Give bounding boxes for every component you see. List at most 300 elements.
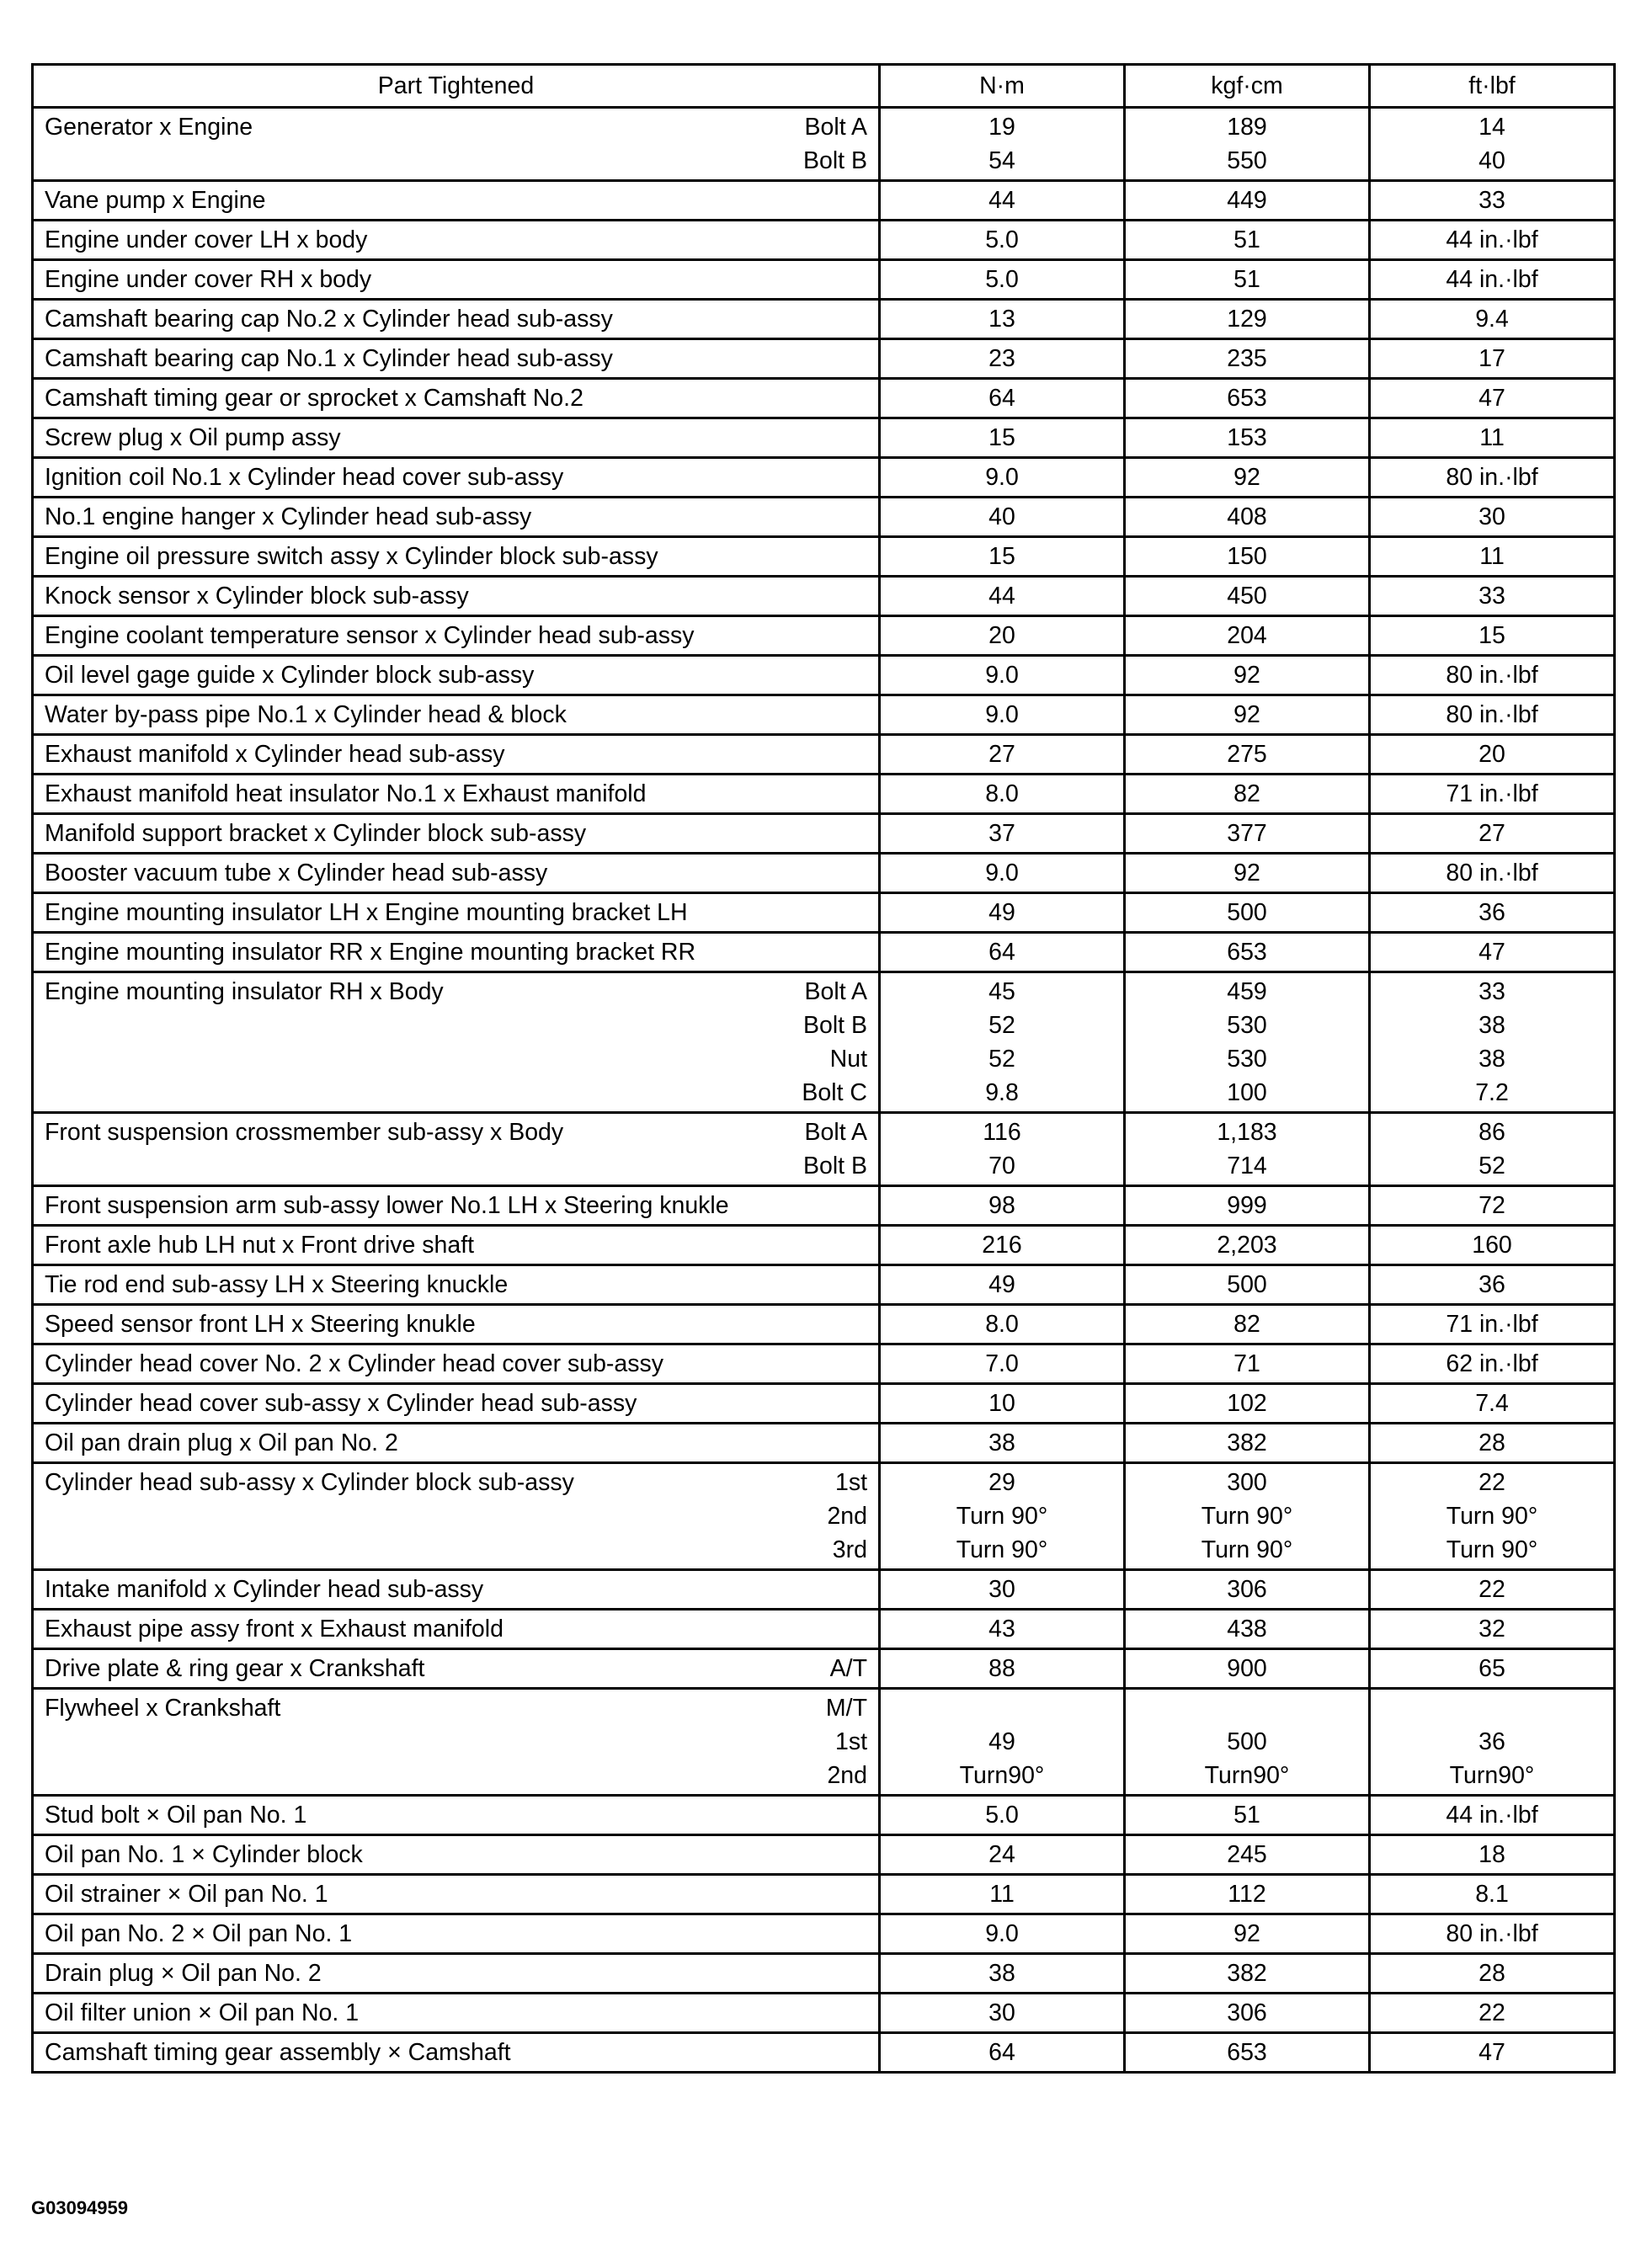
part-name: Drive plate & ring gear x Crankshaft bbox=[45, 1655, 425, 1682]
part-cell-content bbox=[34, 1877, 878, 1911]
kgf-cm-value-cell bbox=[1125, 458, 1370, 498]
ft-lbf-value-cell bbox=[1370, 933, 1615, 972]
table-row bbox=[33, 498, 1615, 537]
part-name: Speed sensor front LH x Steering knukle bbox=[45, 1311, 476, 1338]
nm-value-cell bbox=[880, 735, 1125, 775]
kgf-cm-value: 112 bbox=[1228, 1881, 1266, 1908]
nm-value: 52 bbox=[988, 1012, 1015, 1039]
part-cell bbox=[33, 1186, 880, 1226]
nm-value-cell bbox=[880, 2033, 1125, 2073]
sub-labels bbox=[830, 1652, 878, 1685]
part-cell bbox=[33, 1424, 880, 1463]
kgf-cm-value: 92 bbox=[1233, 701, 1260, 728]
part-cell-content bbox=[34, 1652, 878, 1685]
part-name: Knock sensor x Cylinder block sub-assy bbox=[45, 583, 469, 610]
nm-value: 9.0 bbox=[985, 860, 1019, 886]
header-ft-lbf: ft·lbf bbox=[1370, 65, 1615, 108]
header-kgf-cm: kgf·cm bbox=[1125, 65, 1370, 108]
part-name: Cylinder head sub-assy x Cylinder block sub-assy bbox=[45, 1469, 574, 1496]
part-name: Ignition coil No.1 x Cylinder head cover sub-assy bbox=[45, 464, 564, 491]
header-part-tightened: Part Tightened bbox=[33, 65, 880, 108]
ft-lbf-value: 11 bbox=[1479, 424, 1505, 451]
kgf-cm-value: 1,183 bbox=[1217, 1119, 1277, 1146]
nm-value-cell bbox=[880, 1344, 1125, 1384]
part-cell-content bbox=[34, 856, 878, 890]
part-cell-content bbox=[34, 1268, 878, 1302]
kgf-cm-value-cell bbox=[1125, 108, 1370, 181]
part-cell bbox=[33, 1384, 880, 1424]
kgf-cm-value: 102 bbox=[1227, 1390, 1267, 1417]
nm-value: 24 bbox=[988, 1841, 1015, 1868]
table-row bbox=[33, 775, 1615, 814]
part-cell bbox=[33, 221, 880, 260]
part-cell-content bbox=[34, 1612, 878, 1646]
part-cell-content bbox=[34, 381, 878, 415]
kgf-cm-value: 382 bbox=[1227, 1960, 1267, 1987]
kgf-cm-value-cell bbox=[1125, 339, 1370, 379]
part-cell bbox=[33, 418, 880, 458]
kgf-cm-value: 235 bbox=[1227, 345, 1267, 372]
kgf-cm-value-cell bbox=[1125, 221, 1370, 260]
nm-value-cell bbox=[880, 1875, 1125, 1914]
table-row bbox=[33, 1570, 1615, 1610]
nm-value-cell bbox=[880, 1994, 1125, 2033]
kgf-cm-value: 500 bbox=[1227, 1271, 1267, 1298]
ft-lbf-value: 14 bbox=[1478, 114, 1505, 141]
ft-lbf-value: 160 bbox=[1472, 1232, 1512, 1259]
kgf-cm-value-cell bbox=[1125, 1424, 1370, 1463]
kgf-cm-value: Turn 90° bbox=[1201, 1536, 1293, 1563]
ft-lbf-value-cell bbox=[1370, 2033, 1615, 2073]
part-name: Engine coolant temperature sensor x Cylinder head sub-assy bbox=[45, 622, 695, 649]
ft-lbf-value: 28 bbox=[1478, 1429, 1505, 1456]
ft-lbf-value: 20 bbox=[1478, 741, 1505, 768]
part-cell bbox=[33, 2033, 880, 2073]
part-name: Exhaust manifold x Cylinder head sub-assy bbox=[45, 741, 505, 768]
nm-value: 30 bbox=[988, 1576, 1015, 1603]
kgf-cm-value-cell bbox=[1125, 1835, 1370, 1875]
sub-labels bbox=[803, 110, 878, 178]
ft-lbf-value-cell bbox=[1370, 656, 1615, 695]
part-name: Generator x Engine bbox=[45, 114, 253, 141]
ft-lbf-value: 33 bbox=[1478, 583, 1505, 610]
ft-lbf-value: 86 bbox=[1478, 1119, 1505, 1146]
kgf-cm-value-cell bbox=[1125, 1689, 1370, 1796]
sub-label: 3rd bbox=[832, 1536, 867, 1563]
part-name: Front suspension crossmember sub-assy x Body bbox=[45, 1119, 564, 1146]
ft-lbf-value-cell bbox=[1370, 1265, 1615, 1305]
sub-labels bbox=[827, 1466, 878, 1567]
kgf-cm-value-cell bbox=[1125, 1344, 1370, 1384]
kgf-cm-value-cell bbox=[1125, 1570, 1370, 1610]
nm-value: 30 bbox=[988, 1999, 1015, 2026]
part-cell bbox=[33, 498, 880, 537]
ft-lbf-value: 80 in.·lbf bbox=[1446, 464, 1538, 491]
kgf-cm-value-cell bbox=[1125, 814, 1370, 854]
ft-lbf-value: 27 bbox=[1478, 820, 1505, 847]
sub-labels bbox=[826, 1691, 878, 1792]
part-cell-content bbox=[34, 1426, 878, 1460]
torque-specification-table bbox=[31, 63, 1616, 2074]
ft-lbf-value-cell bbox=[1370, 339, 1615, 379]
part-cell-content bbox=[34, 223, 878, 257]
kgf-cm-value: 92 bbox=[1233, 860, 1260, 886]
sub-label: Bolt B bbox=[802, 1153, 867, 1179]
kgf-cm-value-cell bbox=[1125, 933, 1370, 972]
kgf-cm-value bbox=[1126, 1691, 1368, 1725]
kgf-cm-value: 275 bbox=[1227, 741, 1267, 768]
kgf-cm-value: 653 bbox=[1227, 2039, 1267, 2066]
part-cell-content bbox=[34, 342, 878, 375]
ft-lbf-value-cell bbox=[1370, 537, 1615, 577]
part-cell bbox=[33, 577, 880, 616]
kgf-cm-value: Turn90° bbox=[1204, 1762, 1290, 1789]
table-row bbox=[33, 1610, 1615, 1649]
ft-lbf-value: 40 bbox=[1478, 147, 1505, 174]
ft-lbf-value: 44 in.·lbf bbox=[1446, 266, 1538, 293]
part-cell-content bbox=[34, 935, 878, 969]
ft-lbf-value-cell bbox=[1370, 616, 1615, 656]
nm-value-cell bbox=[880, 339, 1125, 379]
nm-value: 64 bbox=[988, 2039, 1015, 2066]
ft-lbf-value-cell bbox=[1370, 854, 1615, 893]
nm-value: 23 bbox=[988, 345, 1015, 372]
nm-value: 9.0 bbox=[985, 464, 1019, 491]
nm-value: 88 bbox=[988, 1655, 1015, 1682]
part-name: Front axle hub LH nut x Front drive shaft bbox=[45, 1232, 475, 1259]
part-cell-content bbox=[34, 1189, 878, 1222]
nm-value-cell bbox=[880, 1914, 1125, 1954]
kgf-cm-value-cell bbox=[1125, 854, 1370, 893]
table-row bbox=[33, 2033, 1615, 2073]
ft-lbf-value-cell bbox=[1370, 379, 1615, 418]
part-cell-content bbox=[34, 619, 878, 652]
ft-lbf-value-cell bbox=[1370, 1384, 1615, 1424]
nm-value-cell bbox=[880, 656, 1125, 695]
part-cell bbox=[33, 1113, 880, 1186]
ft-lbf-value: 22 bbox=[1478, 1576, 1505, 1603]
kgf-cm-value-cell bbox=[1125, 616, 1370, 656]
ft-lbf-value: 80 in.·lbf bbox=[1446, 701, 1538, 728]
ft-lbf-value: 36 bbox=[1478, 1271, 1505, 1298]
ft-lbf-value-cell bbox=[1370, 1610, 1615, 1649]
kgf-cm-value: 82 bbox=[1233, 780, 1260, 807]
part-cell-content bbox=[34, 1957, 878, 1990]
table-row bbox=[33, 1384, 1615, 1424]
nm-value-cell bbox=[880, 1796, 1125, 1835]
kgf-cm-value: 714 bbox=[1227, 1153, 1267, 1179]
kgf-cm-value-cell bbox=[1125, 1226, 1370, 1265]
ft-lbf-value: 47 bbox=[1478, 939, 1505, 966]
kgf-cm-value: 204 bbox=[1227, 622, 1267, 649]
part-cell bbox=[33, 656, 880, 695]
nm-value-cell bbox=[880, 933, 1125, 972]
ft-lbf-value: 11 bbox=[1479, 543, 1505, 570]
sub-labels bbox=[802, 975, 878, 1110]
kgf-cm-value: 2,203 bbox=[1217, 1232, 1277, 1259]
ft-lbf-value: 71 in.·lbf bbox=[1446, 780, 1538, 807]
kgf-cm-value: 92 bbox=[1233, 1920, 1260, 1947]
ft-lbf-value: 71 in.·lbf bbox=[1446, 1311, 1538, 1338]
nm-value: 9.0 bbox=[985, 701, 1019, 728]
ft-lbf-value: Turn90° bbox=[1449, 1762, 1535, 1789]
kgf-cm-value: 377 bbox=[1227, 820, 1267, 847]
part-name: Oil pan No. 2 × Oil pan No. 1 bbox=[45, 1920, 353, 1947]
kgf-cm-value: 550 bbox=[1227, 147, 1267, 174]
part-cell bbox=[33, 1226, 880, 1265]
nm-value: 116 bbox=[983, 1119, 1021, 1146]
part-cell-content bbox=[34, 263, 878, 296]
nm-value-cell bbox=[880, 1186, 1125, 1226]
kgf-cm-value: 530 bbox=[1227, 1046, 1267, 1073]
ft-lbf-value: 28 bbox=[1478, 1960, 1505, 1987]
sub-label: Bolt B bbox=[802, 1012, 867, 1039]
table-body bbox=[33, 108, 1615, 2073]
ft-lbf-value: Turn 90° bbox=[1446, 1536, 1538, 1563]
nm-value-cell bbox=[880, 537, 1125, 577]
part-cell-content bbox=[34, 1996, 878, 2030]
table-row bbox=[33, 1835, 1615, 1875]
kgf-cm-value-cell bbox=[1125, 893, 1370, 933]
part-cell bbox=[33, 537, 880, 577]
part-name: No.1 engine hanger x Cylinder head sub-assy bbox=[45, 503, 532, 530]
kgf-cm-value-cell bbox=[1125, 181, 1370, 221]
kgf-cm-value-cell bbox=[1125, 1914, 1370, 1954]
nm-value-cell bbox=[880, 418, 1125, 458]
part-name: Camshaft bearing cap No.1 x Cylinder head sub-assy bbox=[45, 345, 613, 372]
table-row bbox=[33, 379, 1615, 418]
nm-value-cell bbox=[880, 1610, 1125, 1649]
nm-value: 9.0 bbox=[985, 662, 1019, 689]
part-cell-content bbox=[34, 1573, 878, 1606]
part-cell bbox=[33, 181, 880, 221]
nm-value-cell bbox=[880, 1305, 1125, 1344]
table-row bbox=[33, 1424, 1615, 1463]
part-cell-content bbox=[34, 737, 878, 771]
part-name: Cylinder head cover sub-assy x Cylinder head sub-assy bbox=[45, 1390, 637, 1417]
ft-lbf-value: 22 bbox=[1478, 1999, 1505, 2026]
kgf-cm-value: 999 bbox=[1227, 1192, 1267, 1219]
kgf-cm-value-cell bbox=[1125, 1305, 1370, 1344]
nm-value-cell bbox=[880, 814, 1125, 854]
ft-lbf-value: 9.4 bbox=[1475, 306, 1509, 333]
kgf-cm-value: 459 bbox=[1227, 978, 1267, 1005]
part-cell bbox=[33, 1265, 880, 1305]
part-name: Exhaust manifold heat insulator No.1 x Exhaust manifold bbox=[45, 780, 647, 807]
nm-value-cell bbox=[880, 1689, 1125, 1796]
part-cell bbox=[33, 458, 880, 498]
kgf-cm-value-cell bbox=[1125, 1875, 1370, 1914]
part-cell bbox=[33, 260, 880, 300]
nm-value: Turn 90° bbox=[956, 1503, 1048, 1530]
table-row bbox=[33, 695, 1615, 735]
nm-value: 64 bbox=[988, 385, 1015, 412]
sub-label: Bolt A bbox=[804, 1119, 867, 1146]
part-cell bbox=[33, 814, 880, 854]
ft-lbf-value: 65 bbox=[1478, 1655, 1505, 1682]
part-name: Vane pump x Engine bbox=[45, 187, 266, 214]
sub-label: 2nd bbox=[827, 1503, 867, 1530]
table-row bbox=[33, 1186, 1615, 1226]
part-cell-content bbox=[34, 896, 878, 929]
kgf-cm-value: 306 bbox=[1227, 1576, 1267, 1603]
part-cell bbox=[33, 1344, 880, 1384]
kgf-cm-value-cell bbox=[1125, 1463, 1370, 1570]
ft-lbf-value: Turn 90° bbox=[1446, 1503, 1538, 1530]
part-name: Intake manifold x Cylinder head sub-assy bbox=[45, 1576, 484, 1603]
kgf-cm-value: 51 bbox=[1233, 226, 1260, 253]
part-cell-content bbox=[34, 1115, 878, 1183]
table-row bbox=[33, 108, 1615, 181]
part-cell bbox=[33, 1994, 880, 2033]
part-name: Engine under cover RH x body bbox=[45, 266, 372, 293]
ft-lbf-value-cell bbox=[1370, 1689, 1615, 1796]
kgf-cm-value: 300 bbox=[1227, 1469, 1267, 1496]
ft-lbf-value: 44 in.·lbf bbox=[1446, 1802, 1538, 1829]
kgf-cm-value-cell bbox=[1125, 577, 1370, 616]
part-cell bbox=[33, 1570, 880, 1610]
table-row bbox=[33, 814, 1615, 854]
header-row bbox=[33, 65, 1615, 108]
nm-value: 216 bbox=[982, 1232, 1022, 1259]
kgf-cm-value-cell bbox=[1125, 735, 1370, 775]
kgf-cm-value-cell bbox=[1125, 972, 1370, 1113]
part-cell bbox=[33, 1796, 880, 1835]
ft-lbf-value: 7.2 bbox=[1475, 1079, 1509, 1106]
part-cell bbox=[33, 1875, 880, 1914]
part-cell-content bbox=[34, 1691, 878, 1792]
table-row bbox=[33, 1305, 1615, 1344]
kgf-cm-value-cell bbox=[1125, 498, 1370, 537]
part-cell-content bbox=[34, 1387, 878, 1420]
kgf-cm-value-cell bbox=[1125, 1796, 1370, 1835]
kgf-cm-value: 153 bbox=[1227, 424, 1267, 451]
nm-value-cell bbox=[880, 1570, 1125, 1610]
kgf-cm-value: 189 bbox=[1227, 114, 1267, 141]
nm-value: 49 bbox=[988, 899, 1015, 926]
sub-labels bbox=[803, 1115, 878, 1183]
ft-lbf-value-cell bbox=[1370, 1994, 1615, 2033]
table-row bbox=[33, 1265, 1615, 1305]
part-name: Oil pan drain plug x Oil pan No. 2 bbox=[45, 1429, 398, 1456]
nm-value: 29 bbox=[988, 1469, 1015, 1496]
table-row bbox=[33, 1954, 1615, 1994]
nm-value: 52 bbox=[988, 1046, 1015, 1073]
kgf-cm-value-cell bbox=[1125, 1649, 1370, 1689]
part-cell bbox=[33, 972, 880, 1113]
sub-label: Bolt B bbox=[802, 147, 867, 174]
nm-value bbox=[881, 1691, 1123, 1725]
part-cell-content bbox=[34, 1307, 878, 1341]
nm-value: Turn 90° bbox=[956, 1536, 1048, 1563]
nm-value: 27 bbox=[988, 741, 1015, 768]
part-cell bbox=[33, 1914, 880, 1954]
ft-lbf-value-cell bbox=[1370, 1835, 1615, 1875]
part-name: Engine under cover LH x body bbox=[45, 226, 368, 253]
table-row bbox=[33, 1344, 1615, 1384]
nm-value-cell bbox=[880, 1649, 1125, 1689]
ft-lbf-value-cell bbox=[1370, 893, 1615, 933]
ft-lbf-value-cell bbox=[1370, 695, 1615, 735]
part-cell-content bbox=[34, 1347, 878, 1381]
kgf-cm-value-cell bbox=[1125, 1954, 1370, 1994]
nm-value: 5.0 bbox=[985, 266, 1019, 293]
sub-label: M/T bbox=[825, 1695, 867, 1722]
part-name: Screw plug x Oil pump assy bbox=[45, 424, 341, 451]
table-row bbox=[33, 260, 1615, 300]
nm-value: 38 bbox=[988, 1960, 1015, 1987]
ft-lbf-value-cell bbox=[1370, 1875, 1615, 1914]
part-name: Tie rod end sub-assy LH x Steering knuckle bbox=[45, 1271, 509, 1298]
kgf-cm-value: 382 bbox=[1227, 1429, 1267, 1456]
ft-lbf-value: 72 bbox=[1478, 1192, 1505, 1219]
part-cell-content bbox=[34, 110, 878, 178]
kgf-cm-value: 438 bbox=[1227, 1616, 1267, 1642]
kgf-cm-value: 449 bbox=[1227, 187, 1267, 214]
part-cell-content bbox=[34, 500, 878, 534]
kgf-cm-value-cell bbox=[1125, 537, 1370, 577]
kgf-cm-value-cell bbox=[1125, 1186, 1370, 1226]
kgf-cm-value: 150 bbox=[1227, 543, 1267, 570]
kgf-cm-value: 71 bbox=[1233, 1350, 1260, 1377]
part-cell bbox=[33, 854, 880, 893]
nm-value-cell bbox=[880, 181, 1125, 221]
ft-lbf-value-cell bbox=[1370, 1796, 1615, 1835]
sub-label: Bolt A bbox=[804, 978, 867, 1005]
part-cell bbox=[33, 933, 880, 972]
part-name: Camshaft bearing cap No.2 x Cylinder head sub-assy bbox=[45, 306, 613, 333]
ft-lbf-value-cell bbox=[1370, 1649, 1615, 1689]
kgf-cm-value: 408 bbox=[1227, 503, 1267, 530]
part-cell bbox=[33, 1689, 880, 1796]
ft-lbf-value: 15 bbox=[1478, 622, 1505, 649]
part-cell bbox=[33, 108, 880, 181]
part-cell-content bbox=[34, 1466, 878, 1567]
ft-lbf-value: 18 bbox=[1478, 1841, 1505, 1868]
table-row bbox=[33, 854, 1615, 893]
part-cell bbox=[33, 1463, 880, 1570]
nm-value: 9.0 bbox=[985, 1920, 1019, 1947]
nm-value: 44 bbox=[988, 187, 1015, 214]
part-cell bbox=[33, 1305, 880, 1344]
table-row bbox=[33, 1689, 1615, 1796]
nm-value-cell bbox=[880, 1424, 1125, 1463]
part-name: Engine mounting insulator RR x Engine mounting bracket RR bbox=[45, 939, 696, 966]
kgf-cm-value: 92 bbox=[1233, 464, 1260, 491]
nm-value: 98 bbox=[988, 1192, 1015, 1219]
nm-value: 19 bbox=[988, 114, 1015, 141]
part-name: Water by-pass pipe No.1 x Cylinder head & block bbox=[45, 701, 567, 728]
table-row bbox=[33, 221, 1615, 260]
kgf-cm-value-cell bbox=[1125, 379, 1370, 418]
ft-lbf-value: 52 bbox=[1478, 1153, 1505, 1179]
part-cell-content bbox=[34, 2036, 878, 2069]
ft-lbf-value bbox=[1371, 1691, 1613, 1725]
nm-value: 45 bbox=[988, 978, 1015, 1005]
table-row bbox=[33, 616, 1615, 656]
figure-id: G03094959 bbox=[31, 2197, 128, 2218]
part-cell-content bbox=[34, 302, 878, 336]
sub-label: Bolt A bbox=[804, 114, 867, 141]
kgf-cm-value: 900 bbox=[1227, 1655, 1267, 1682]
ft-lbf-value: 30 bbox=[1478, 503, 1505, 530]
ft-lbf-value-cell bbox=[1370, 735, 1615, 775]
ft-lbf-value: 17 bbox=[1478, 345, 1505, 372]
sub-label: 1st bbox=[834, 1728, 867, 1755]
part-cell bbox=[33, 775, 880, 814]
nm-value-cell bbox=[880, 458, 1125, 498]
part-name: Engine mounting insulator LH x Engine mounting bracket LH bbox=[45, 899, 688, 926]
